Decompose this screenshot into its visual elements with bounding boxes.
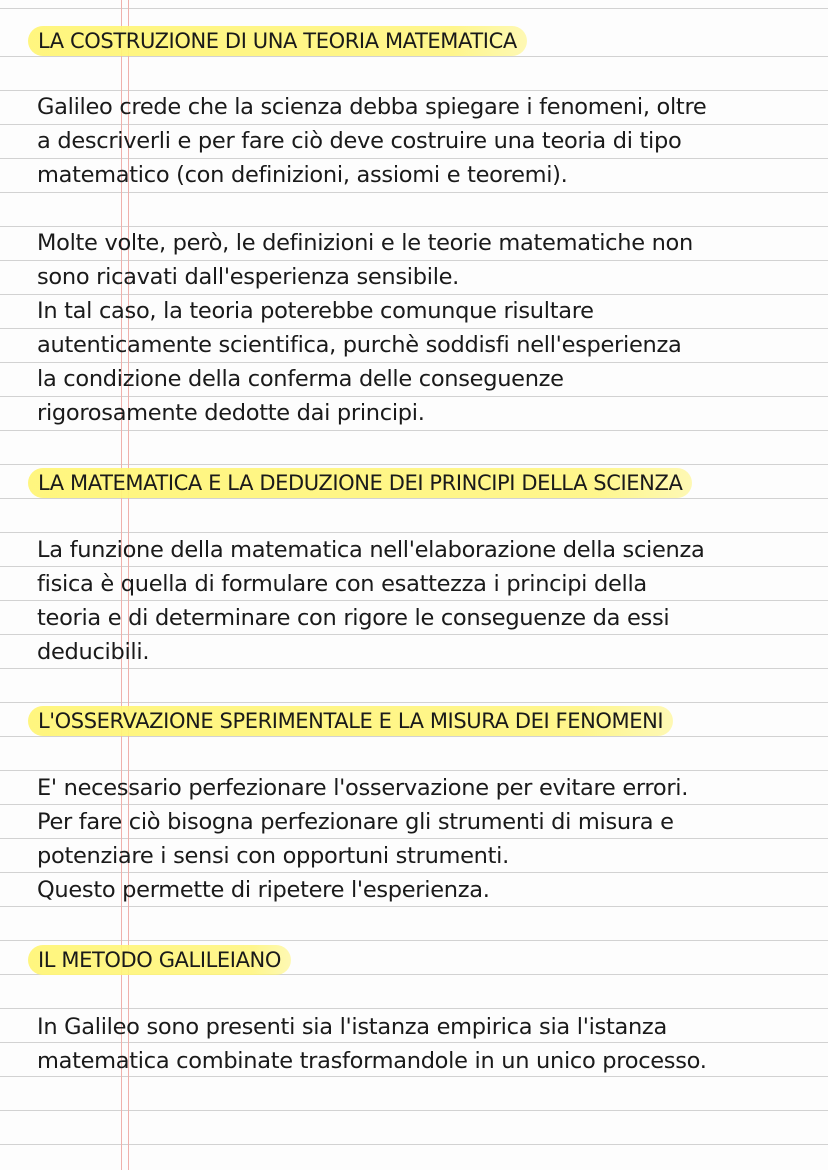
text-line: In Galileo sono presenti sia l'istanza empirica sia l'istanza [37,1014,667,1040]
text-line: In tal caso, la teoria poterebbe comunque risultare [37,298,594,324]
text-line: fisica è quella di formulare con esattezza i principi della [37,571,647,597]
text-line: Per fare ciò bisogna perfezionare gli strumenti di misura e [37,809,674,835]
text-line: rigorosamente dedotte dai principi. [37,400,425,426]
text-line: autenticamente scientifica, purchè soddisfi nell'esperienza [37,332,682,358]
text-line: la condizione della conferma delle conseguenze [37,366,564,392]
text-line: La funzione della matematica nell'elaborazione della scienza [37,537,705,563]
text-line: E' necessario perfezionare l'osservazione per evitare errori. [37,775,689,801]
text-line: Molte volte, però, le definizioni e le teorie matematiche non [37,230,693,256]
section-heading: L'OSSERVAZIONE SPERIMENTALE E LA MISURA DEI FENOMENI [28,706,673,736]
text-line: matematico (con definizioni, assiomi e teoremi). [37,162,568,188]
section-heading: LA MATEMATICA E LA DEDUZIONE DEI PRINCIPI DELLA SCIENZA [28,468,692,498]
text-line: Questo permette di ripetere l'esperienza. [37,877,490,903]
text-line: teoria e di determinare con rigore le conseguenze da essi [37,605,670,631]
section-heading: IL METODO GALILEIANO [28,945,291,975]
text-line: sono ricavati dall'esperienza sensibile. [37,264,460,290]
text-line: a descriverli e per fare ciò deve costruire una teoria di tipo [37,128,682,154]
text-line: deducibili. [37,639,150,665]
text-line: potenziare i sensi con opportuni strumenti. [37,843,509,869]
section-heading: LA COSTRUZIONE DI UNA TEORIA MATEMATICA [28,26,527,56]
text-line: matematica combinate trasformandole in un unico processo. [37,1048,707,1074]
text-line: Galileo crede che la scienza debba spiegare i fenomeni, oltre [37,94,707,120]
